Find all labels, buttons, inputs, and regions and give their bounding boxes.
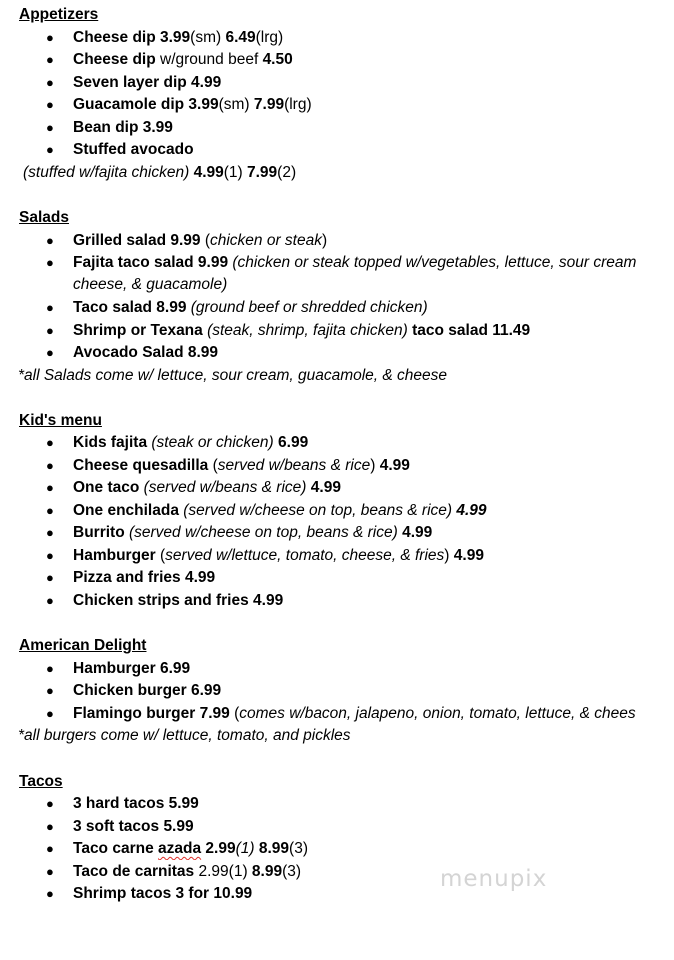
bullet-icon: ● bbox=[46, 661, 54, 676]
menu-item: ● Kids fajita (steak or chicken) 6.99 bbox=[0, 432, 674, 454]
menu-item: ● Chicken strips and fries 4.99 bbox=[0, 590, 674, 612]
menu-item: ● Guacamole dip 3.99(sm) 7.99(lrg) bbox=[0, 94, 674, 116]
bullet-icon: ● bbox=[46, 97, 54, 112]
menu-item: ● 3 hard tacos 5.99 bbox=[0, 793, 674, 815]
american-delight-heading: American Delight bbox=[19, 637, 147, 654]
bullet-icon: ● bbox=[46, 480, 54, 495]
bullet-icon: ● bbox=[46, 796, 54, 811]
bullet-icon: ● bbox=[46, 345, 54, 360]
tacos-heading: Tacos bbox=[19, 773, 63, 790]
bullet-icon: ● bbox=[46, 819, 54, 834]
bullet-icon: ● bbox=[46, 458, 54, 473]
bullet-icon: ● bbox=[46, 435, 54, 450]
menu-item: ● Seven layer dip 4.99 bbox=[0, 72, 674, 94]
bullet-icon: ● bbox=[46, 864, 54, 879]
appetizers-heading: Appetizers bbox=[19, 6, 99, 23]
menu-item: ● Chicken burger 6.99 bbox=[0, 680, 674, 702]
menu-item: ● Stuffed avocado bbox=[0, 139, 674, 161]
bullet-icon: ● bbox=[46, 683, 54, 698]
bullet-icon: ● bbox=[46, 120, 54, 135]
bullet-icon: ● bbox=[46, 548, 54, 563]
item-continuation: cheese, & guacamole) bbox=[73, 276, 228, 293]
bullet-icon: ● bbox=[46, 525, 54, 540]
menu-item: ● Burrito (served w/cheese on top, beans & rice) 4.99 bbox=[0, 522, 674, 544]
menu-item: ● Hamburger (served w/lettuce, tomato, cheese, & fries) 4.99 bbox=[0, 545, 674, 567]
bullet-icon: ● bbox=[46, 30, 54, 45]
menu-item: ● One enchilada (served w/cheese on top, beans & rice) 4.99 bbox=[0, 500, 674, 522]
bullet-icon: ● bbox=[46, 706, 54, 721]
menupix-watermark: menupix bbox=[440, 866, 548, 892]
menu-item: ● Shrimp tacos 3 for 10.99 bbox=[0, 883, 674, 905]
salads-heading: Salads bbox=[19, 209, 69, 226]
menu-item: ● One taco (served w/beans & rice) 4.99 bbox=[0, 477, 674, 499]
menu-item: ● Cheese dip w/ground beef 4.50 bbox=[0, 49, 674, 71]
bullet-icon: ● bbox=[46, 323, 54, 338]
bullet-icon: ● bbox=[46, 233, 54, 248]
burgers-note: *all burgers come w/ lettuce, tomato, and pickles bbox=[18, 727, 351, 744]
menu-item: ● Cheese quesadilla (served w/beans & rice) 4.99 bbox=[0, 455, 674, 477]
bullet-icon: ● bbox=[46, 593, 54, 608]
bullet-icon: ● bbox=[46, 142, 54, 157]
kids-menu-heading: Kid's menu bbox=[19, 412, 102, 429]
menu-item: ● Fajita taco salad 9.99 (chicken or steak topped w/vegetables, lettuce, sour cream bbox=[0, 252, 674, 274]
menu-item: ● Taco de carnitas 2.99(1) 8.99(3) bbox=[0, 861, 674, 883]
menu-item: ● Avocado Salad 8.99 bbox=[0, 342, 674, 364]
bullet-icon: ● bbox=[46, 886, 54, 901]
menu-item: ● Flamingo burger 7.99 (comes w/bacon, jalapeno, onion, tomato, lettuce, & chees bbox=[0, 703, 674, 725]
salads-note: *all Salads come w/ lettuce, sour cream, guacamole, & cheese bbox=[18, 367, 448, 384]
spellcheck-word: azada bbox=[158, 840, 202, 857]
menu-item: ● Bean dip 3.99 bbox=[0, 117, 674, 139]
bullet-icon: ● bbox=[46, 841, 54, 856]
menu-item: ● Taco carne azada 2.99(1) 8.99(3) bbox=[0, 838, 674, 860]
bullet-icon: ● bbox=[46, 570, 54, 585]
menu-item: ● Cheese dip 3.99(sm) 6.49(lrg) bbox=[0, 27, 674, 49]
menu-item: ● Pizza and fries 4.99 bbox=[0, 567, 674, 589]
bullet-icon: ● bbox=[46, 503, 54, 518]
menu-item: ● Hamburger 6.99 bbox=[0, 658, 674, 680]
bullet-icon: ● bbox=[46, 300, 54, 315]
bullet-icon: ● bbox=[46, 255, 54, 270]
menu-item: ● Shrimp or Texana (steak, shrimp, fajita chicken) taco salad 11.49 bbox=[0, 320, 674, 342]
bullet-icon: ● bbox=[46, 75, 54, 90]
bullet-icon: ● bbox=[46, 52, 54, 67]
item-continuation: (stuffed w/fajita chicken) 4.99(1) 7.99(2) bbox=[23, 164, 297, 181]
menu-item: ● Grilled salad 9.99 (chicken or steak) bbox=[0, 230, 674, 252]
menu-item: ● Taco salad 8.99 (ground beef or shredded chicken) bbox=[0, 297, 674, 319]
menu-item: ● 3 soft tacos 5.99 bbox=[0, 816, 674, 838]
